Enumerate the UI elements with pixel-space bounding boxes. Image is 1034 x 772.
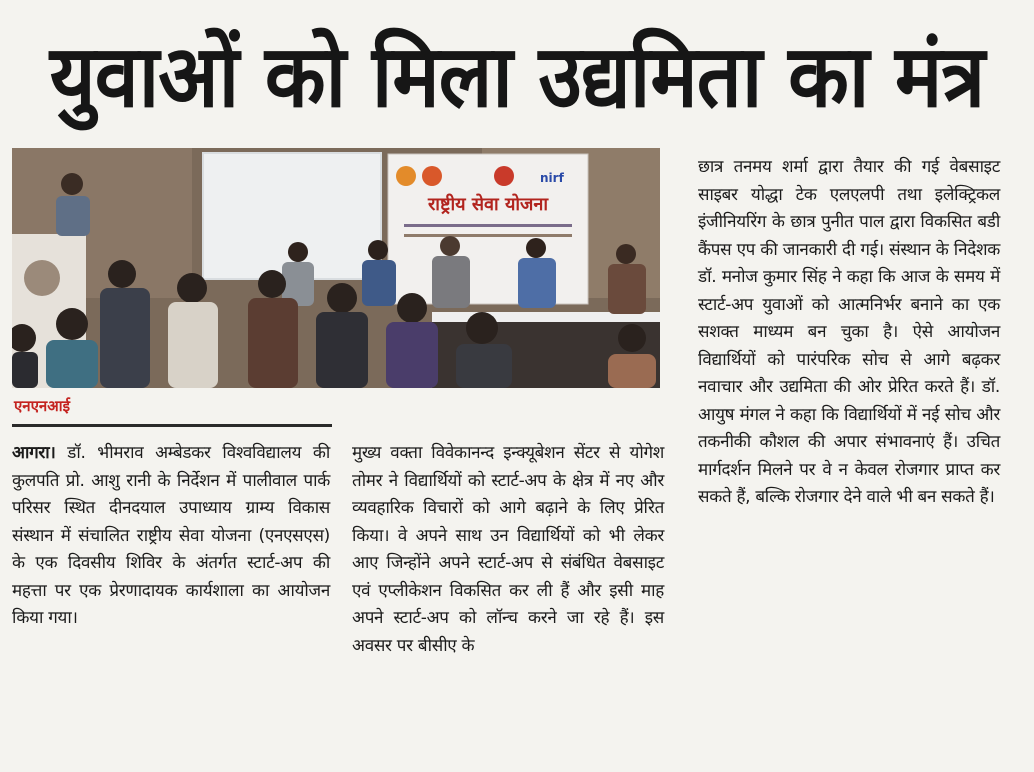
news-photo (12, 148, 660, 388)
article-text-3: छात्र तनमय शर्मा द्वारा तैयार की गई वेबसाइट साइबर योद्धा टेक एलएलपी तथा इलेक्ट्रिकल इंजीनियरिंग के छात्र पुनीत पाल द्वारा विकसित बडी कैंपस एप की जानकारी दी गई। संस्थान के निदेशक डॉ. मनोज कुमार सिंह ने कहा कि आज के समय में स्टार्ट-अप युवाओं को आत्मनिर्भर बनाने का एक सशक्त माध्यम बन चुका है। ऐसे आयोजन विद्यार्थियों को पारंपरिक सोच से आगे बढ़कर नवाचार और उद्यमिता की ओर प्रेरित करते हैं। डॉ. आयुष मंगल ने कहा कि विद्यार्थियों में नई सोच और तकनीकी कौशल की अपार संभावनाएं हैं। उचित मार्गदर्शन मिलने पर वे न केवल रोजगार प्राप्त कर सकते हैं, बल्कि रोजगार देने वाले भी बन सकते हैं। (698, 157, 1000, 507)
dateline: आगरा। (12, 443, 56, 463)
article-column-2 (352, 440, 664, 760)
section-rule (12, 424, 332, 427)
article-text-1: डॉ. भीमराव अम्बेडकर विश्वविद्यालय की कुलपति प्रो. आशु रानी के निर्देशन में पालीवाल पार्क परिसर स्थित दीनदयाल उपाध्याय ग्राम्य विकास संस्थान में संचालित राष्ट्रीय सेवा योजना (एनएसएस) के एक दिवसीय शिविर के अंतर्गत स्टार्ट-अप की महत्ता पर एक प्रेरणादायक कार्यशाला का आयोजन किया गया। (12, 443, 330, 628)
headline: युवाओं को मिला उद्यमिता का मंत्र (49, 27, 985, 127)
article-text-2: मुख्य वक्ता विवेकानन्द इन्क्यूबेशन सेंटर से योगेश तोमर ने विद्यार्थियों को स्टार्ट-अप के क्षेत्र में नए और व्यवहारिक विचारों को आगे बढ़ाने के लिए प्रेरित किया। वे अपने साथ उन विद्यार्थियों को भी लेकर आए जिन्होंने अपने स्टार्ट-अप से संबंधित वेबसाइट एवं एप्लीकेशन विकसित कर ली हैं और इसी माह अपने स्टार्ट-अप को लॉन्च करने जा रहे हैं। इस अवसर पर बीसीए के (352, 443, 664, 656)
photo-scene (12, 148, 660, 388)
article-column-3 (698, 154, 1000, 760)
agency-credit: एनएनआई (14, 397, 70, 415)
banner-logo: nirf (540, 171, 564, 185)
banner-title: राष्ट्रीय सेवा योजना (427, 194, 549, 215)
article-column-1 (12, 440, 330, 760)
